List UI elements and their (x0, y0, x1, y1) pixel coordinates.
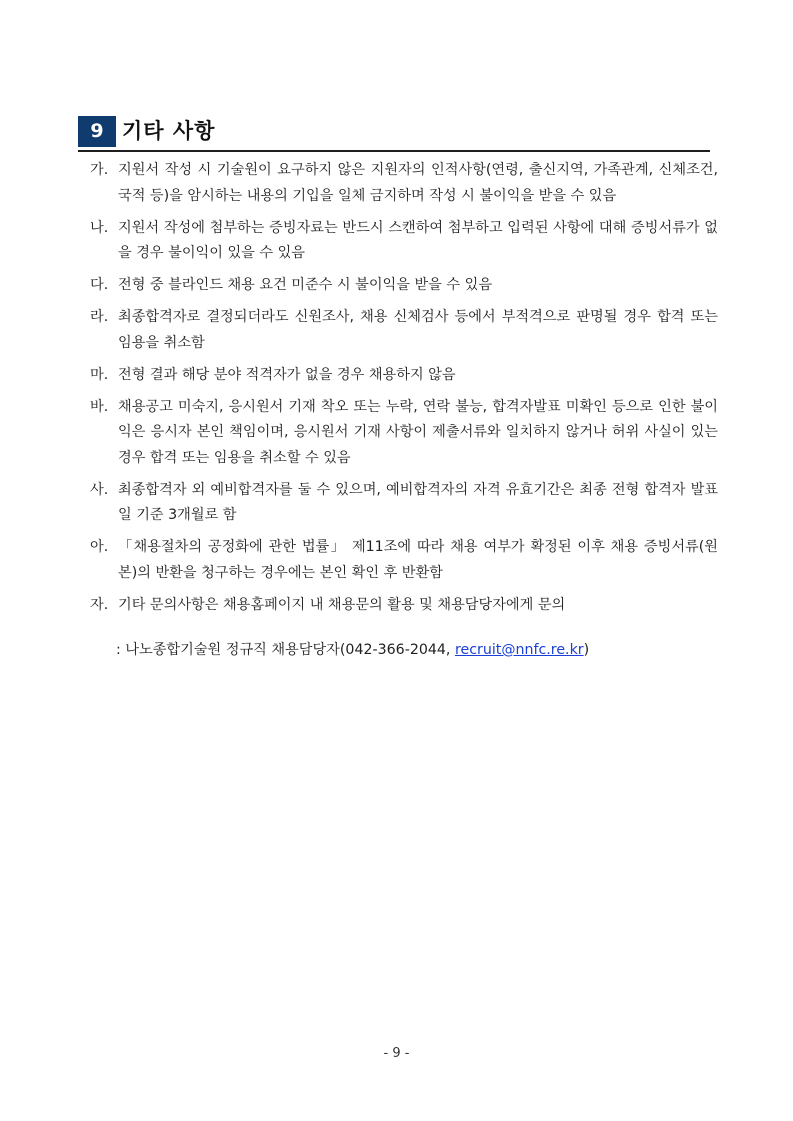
list-item-marker: 가. (90, 162, 109, 178)
contact-suffix: ) (583, 642, 590, 658)
list-item (90, 395, 718, 472)
list-item-text: 최종합격자 외 예비합격자를 둘 수 있으며, 예비합격자의 자격 유효기간은 최종 전형 합격자 발표일 기준 3개월로 함 (118, 481, 718, 523)
list-item-text: 전형 중 블라인드 채용 요건 미준수 시 불이익을 받을 수 있음 (118, 277, 493, 293)
list-item-marker: 라. (90, 309, 109, 325)
list-item (90, 158, 718, 209)
list-item-marker: 바. (90, 398, 109, 415)
notice-list (90, 158, 718, 625)
list-item (90, 593, 718, 619)
page-number: - 9 - (383, 1046, 410, 1061)
contact-line (116, 638, 589, 664)
list-item-marker: 다. (90, 277, 109, 293)
list-item (90, 216, 718, 267)
list-item-text: 「채용절차의 공정화에 관한 법률」 제11조에 따라 채용 여부가 확정된 이후 채용 증빙서류(원본)의 반환을 청구하는 경우에는 본인 확인 후 반환함 (118, 539, 718, 581)
contact-email-link[interactable]: recruit@nnfc.re.kr (454, 642, 584, 658)
list-item-text: 채용공고 미숙지, 응시원서 기재 착오 또는 누락, 연락 불능, 합격자발표 미확인 등으로 인한 불이익은 응시자 본인 책임이며, 응시원서 기재 사항이 제출서류와 일치하지 않거나 허위 사실이 있는 경우 합격 또는 임용을 취소할 수 있음 (118, 398, 718, 466)
list-item (90, 363, 718, 389)
list-item-text: 기타 문의사항은 채용홈페이지 내 채용문의 활용 및 채용담당자에게 문의 (118, 596, 566, 613)
list-item-marker: 아. (90, 539, 109, 555)
list-item-text: 최종합격자로 결정되더라도 신원조사, 채용 신체검사 등에서 부적격으로 판명될 경우 합격 또는 임용을 취소함 (118, 309, 718, 351)
list-item-text: 전형 결과 해당 분야 적격자가 없을 경우 채용하지 않음 (118, 366, 456, 383)
list-item (90, 535, 718, 586)
list-item (90, 305, 718, 356)
list-item (90, 273, 718, 299)
section-title: 기타 사항 (122, 119, 216, 143)
section-number-badge: 9 (78, 116, 116, 147)
list-item-text: 지원서 작성에 첨부하는 증빙자료는 반드시 스캔하여 첨부하고 입력된 사항에 대해 증빙서류가 없을 경우 불이익이 있을 수 있음 (118, 219, 718, 261)
list-item-marker: 사. (90, 481, 109, 498)
section-header (78, 114, 710, 152)
list-item-marker: 나. (90, 219, 109, 236)
list-item (90, 478, 718, 529)
list-item-text: 지원서 작성 시 기술원이 요구하지 않은 지원자의 인적사항(연령, 출신지역, 가족관계, 신체조건, 국적 등)을 암시하는 내용의 기입을 일체 금지하며 작성 시 불이익을 받을 수 있음 (118, 162, 718, 204)
list-item-marker: 자. (90, 596, 109, 613)
contact-prefix: : 나노종합기술원 정규직 채용담당자(042-366-2044, (116, 642, 455, 658)
list-item-marker: 마. (90, 366, 109, 383)
